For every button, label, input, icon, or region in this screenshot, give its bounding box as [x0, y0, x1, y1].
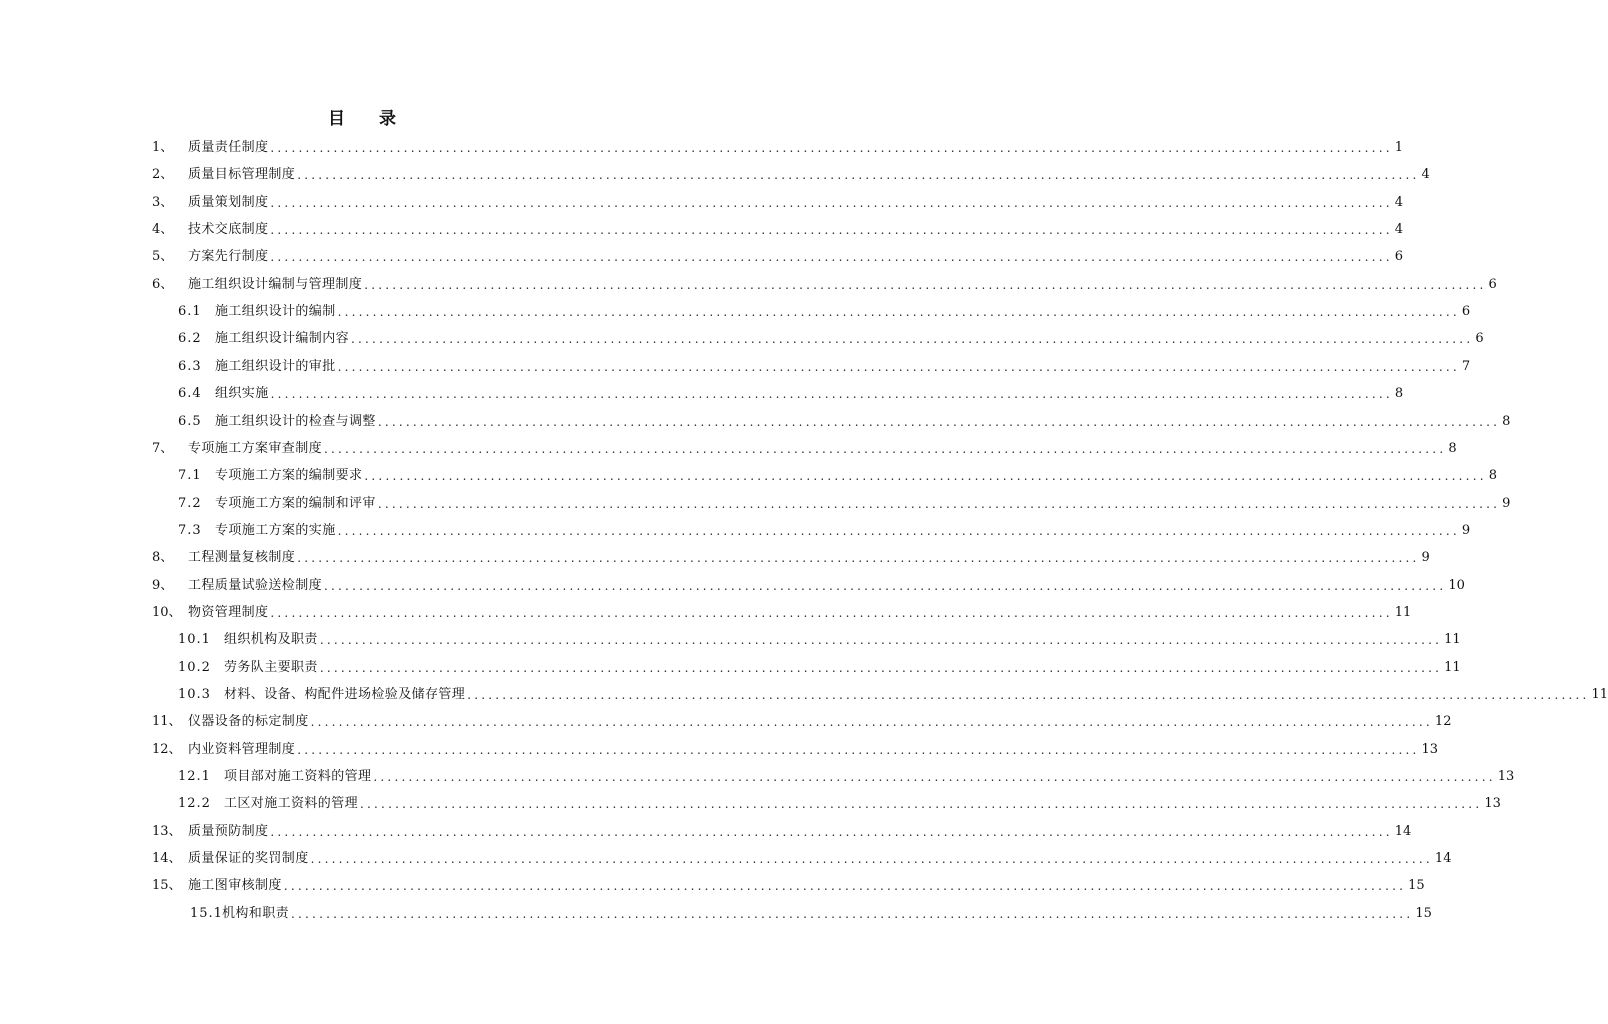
toc-page-number: 8 — [1394, 386, 1404, 402]
toc-entry-number: 1、 — [152, 140, 174, 155]
toc-entry-title: 施工图审核制度 — [188, 878, 282, 894]
toc-dot-leader: ................................................................................................................................................................ — [270, 824, 1393, 839]
toc-entry-title: 施工组织设计编制内容 — [215, 331, 350, 347]
toc-entry-title: 组织机构及职责 — [224, 632, 318, 648]
toc-entry[interactable] — [152, 818, 1412, 840]
toc-entry[interactable] — [152, 216, 1403, 238]
toc-dot-leader: ................................................................................................................................................................ — [377, 414, 1501, 429]
toc-page-number: 6 — [1461, 304, 1471, 320]
toc-entry-title: 技术交底制度 — [188, 222, 269, 238]
toc-entry-number: 13、 — [152, 823, 182, 839]
toc-entry[interactable] — [178, 408, 1511, 430]
toc-page-number: 8 — [1488, 468, 1497, 484]
toc-dot-leader: ................................................................................................................................................................ — [319, 660, 1443, 675]
toc-page-number: 12 — [1434, 714, 1452, 730]
toc-dot-leader: ................................................................................................................................................................ — [324, 578, 1447, 593]
toc-entry-number: 10.1 — [178, 632, 211, 648]
toc-dot-leader: ................................................................................................................................................................ — [360, 797, 1483, 812]
toc-dot-leader: ................................................................................................................................................................ — [270, 223, 1393, 238]
toc-entry-number: 8、 — [152, 550, 174, 566]
toc-dot-leader: ................................................................................................................................................................ — [270, 605, 1393, 620]
toc-entry[interactable] — [152, 845, 1452, 867]
toc-dot-leader: ................................................................................................................................................................ — [337, 305, 1460, 320]
toc-entry-title: 质量保证的奖罚制度 — [188, 851, 309, 867]
toc-entry-title: 质量策划制度 — [188, 194, 269, 210]
toc-page-number: 4 — [1394, 194, 1403, 210]
toc-dot-leader: ................................................................................................................................................................ — [310, 852, 1433, 867]
toc-entry-title: 机构和职责 — [222, 905, 290, 921]
toc-entry[interactable] — [152, 189, 1403, 211]
toc-entry[interactable] — [178, 763, 1515, 785]
toc-entry[interactable] — [178, 353, 1471, 375]
toc-entry[interactable] — [152, 161, 1430, 183]
toc-dot-leader: ................................................................................................................................................................ — [270, 141, 1393, 155]
toc-dot-leader: ................................................................................................................................................................ — [319, 633, 1443, 648]
toc-entry[interactable] — [178, 681, 1608, 703]
toc-entry-title: 内业资料管理制度 — [188, 741, 296, 757]
toc-entry-number: 5、 — [152, 249, 174, 265]
toc-dot-leader: ................................................................................................................................................................ — [324, 441, 1447, 456]
toc-entry-number: 6.5 — [178, 413, 202, 429]
toc-entry[interactable] — [152, 708, 1452, 730]
toc-entry-title: 材料、设备、构配件进场检验及储存管理 — [224, 687, 466, 702]
toc-title: 目 录 — [328, 109, 410, 129]
toc-page-number: 9 — [1502, 495, 1511, 511]
toc-page-number: 9 — [1461, 522, 1471, 538]
toc-page-number: 6 — [1475, 331, 1484, 347]
toc-entry-number: 2、 — [152, 167, 174, 183]
toc-entry-title: 组织实施 — [215, 386, 269, 402]
toc-dot-leader: ................................................................................................................................................................ — [297, 168, 1420, 183]
toc-entry-number: 10.2 — [178, 659, 211, 675]
toc-entry[interactable] — [178, 298, 1471, 320]
toc-entry-title: 施工组织设计的检查与调整 — [215, 413, 376, 429]
toc-entry-title: 质量责任制度 — [188, 140, 269, 155]
toc-entry[interactable] — [178, 380, 1404, 402]
toc-entry[interactable] — [152, 544, 1430, 566]
toc-entry-number: 6.1 — [178, 304, 202, 320]
toc-entry[interactable] — [152, 435, 1457, 457]
toc-page-number: 6 — [1488, 276, 1497, 292]
toc-entry-title: 施工组织设计的审批 — [215, 358, 336, 374]
toc-entry-number: 7.3 — [178, 522, 202, 538]
toc-page-number: 11 — [1591, 687, 1608, 702]
toc-entry[interactable] — [152, 243, 1403, 265]
toc-entry-number: 7.2 — [178, 495, 202, 511]
toc-entry-title: 劳务队主要职责 — [224, 659, 318, 675]
toc-dot-leader: ................................................................................................................................................................ — [291, 906, 1414, 921]
toc-entry[interactable] — [152, 572, 1465, 594]
toc-entry-title: 专项施工方案审查制度 — [188, 440, 323, 456]
toc-entry-title: 专项施工方案的编制和评审 — [215, 495, 376, 511]
toc-entry-number: 12.2 — [178, 796, 211, 812]
toc-dot-leader: ................................................................................................................................................................ — [283, 879, 1407, 894]
toc-dot-leader: ................................................................................................................................................................ — [270, 387, 1393, 402]
toc-page-number: 14 — [1434, 851, 1452, 867]
toc-page-number: 6 — [1394, 249, 1403, 265]
toc-entry-number: 7、 — [152, 440, 174, 456]
toc-page-number: 13 — [1497, 769, 1515, 785]
toc-entry[interactable] — [152, 134, 1403, 156]
toc-dot-leader: ................................................................................................................................................................ — [373, 770, 1496, 785]
toc-entry-number: 6.4 — [178, 386, 202, 402]
toc-dot-leader: ................................................................................................................................................................ — [364, 277, 1487, 292]
toc-dot-leader: ................................................................................................................................................................ — [337, 523, 1460, 538]
toc-entry[interactable] — [178, 626, 1461, 648]
toc-entry-title: 方案先行制度 — [188, 249, 269, 265]
toc-page-number: 4 — [1394, 222, 1403, 238]
toc-entry[interactable] — [152, 599, 1412, 621]
toc-page-number: 15 — [1408, 878, 1425, 894]
toc-entry-number: 7.1 — [178, 468, 202, 484]
toc-dot-leader: ................................................................................................................................................................ — [351, 332, 1474, 347]
toc-entry[interactable] — [178, 462, 1497, 484]
toc-entry-number: 11、 — [152, 714, 182, 730]
toc-entry-title: 质量预防制度 — [188, 823, 269, 839]
toc-entry[interactable] — [178, 325, 1484, 347]
toc-entry[interactable] — [178, 790, 1501, 812]
toc-dot-leader: ................................................................................................................................................................ — [310, 715, 1433, 730]
toc-dot-leader: ................................................................................................................................................................ — [467, 688, 1590, 702]
toc-dot-leader: ................................................................................................................................................................ — [297, 742, 1420, 757]
toc-entry-title: 专项施工方案的编制要求 — [215, 468, 363, 484]
toc-page-number: 11 — [1394, 604, 1412, 620]
toc-page-number: 11 — [1444, 632, 1461, 648]
toc-entry-number: 4、 — [152, 222, 174, 238]
toc-dot-leader: ................................................................................................................................................................ — [364, 469, 1487, 484]
toc-page-number: 9 — [1421, 550, 1430, 566]
toc-entry-title: 工区对施工资料的管理 — [224, 796, 359, 812]
toc-entry[interactable] — [178, 490, 1511, 512]
toc-entry-number: 15、 — [152, 878, 182, 894]
toc-dot-leader: ................................................................................................................................................................ — [270, 195, 1393, 210]
toc-entry-title: 施工组织设计的编制 — [215, 304, 336, 320]
toc-entry-number: 3、 — [152, 194, 174, 210]
toc-entry-number: 6.3 — [178, 358, 202, 374]
toc-page-number: 13 — [1421, 741, 1439, 757]
toc-entry-number: 12.1 — [178, 769, 211, 785]
toc-page-number: 4 — [1421, 167, 1430, 183]
toc-dot-leader: ................................................................................................................................................................ — [297, 551, 1420, 566]
toc-entry[interactable] — [152, 872, 1425, 894]
toc-page-number: 14 — [1394, 823, 1412, 839]
toc-entry-title: 项目部对施工资料的管理 — [224, 769, 372, 785]
toc-entry[interactable] — [152, 271, 1497, 293]
toc-entry-title: 专项施工方案的实施 — [215, 522, 336, 538]
toc-entry-number: 10.3 — [178, 687, 211, 702]
toc-entry[interactable] — [152, 736, 1439, 758]
toc-entry-title: 施工组织设计编制与管理制度 — [188, 276, 363, 292]
toc-page-number: 1 — [1394, 140, 1403, 155]
toc-entry[interactable] — [178, 517, 1471, 539]
toc-entry-number: 12、 — [152, 741, 182, 757]
toc-entry-title: 物资管理制度 — [188, 604, 269, 620]
toc-page-number: 8 — [1448, 440, 1457, 456]
toc-entry-title: 仪器设备的标定制度 — [188, 714, 309, 730]
toc-page-number: 10 — [1448, 577, 1465, 593]
toc-entry-title: 工程测量复核制度 — [188, 550, 296, 566]
toc-entry[interactable] — [190, 900, 1432, 922]
toc-entry-number: 6、 — [152, 276, 174, 292]
toc-entry-number: 14、 — [152, 851, 182, 867]
toc-entry-number: 10、 — [152, 604, 182, 620]
toc-entry-title: 质量目标管理制度 — [188, 167, 296, 183]
toc-page-number: 11 — [1444, 659, 1461, 675]
toc-page-number: 15 — [1415, 905, 1432, 921]
toc-dot-leader: ................................................................................................................................................................ — [377, 496, 1501, 511]
toc-dot-leader: ................................................................................................................................................................ — [337, 359, 1460, 374]
toc-page-number: 8 — [1502, 413, 1511, 429]
toc-entry-number: 15.1 — [190, 905, 223, 921]
toc-dot-leader: ................................................................................................................................................................ — [270, 250, 1393, 265]
toc-entry-number: 9、 — [152, 577, 174, 593]
toc-entry-number: 6.2 — [178, 331, 202, 347]
toc-entry-title: 工程质量试验送检制度 — [188, 577, 323, 593]
toc-page-number: 7 — [1461, 358, 1471, 374]
toc-page-number: 13 — [1484, 796, 1501, 812]
toc-entry[interactable] — [178, 654, 1461, 676]
